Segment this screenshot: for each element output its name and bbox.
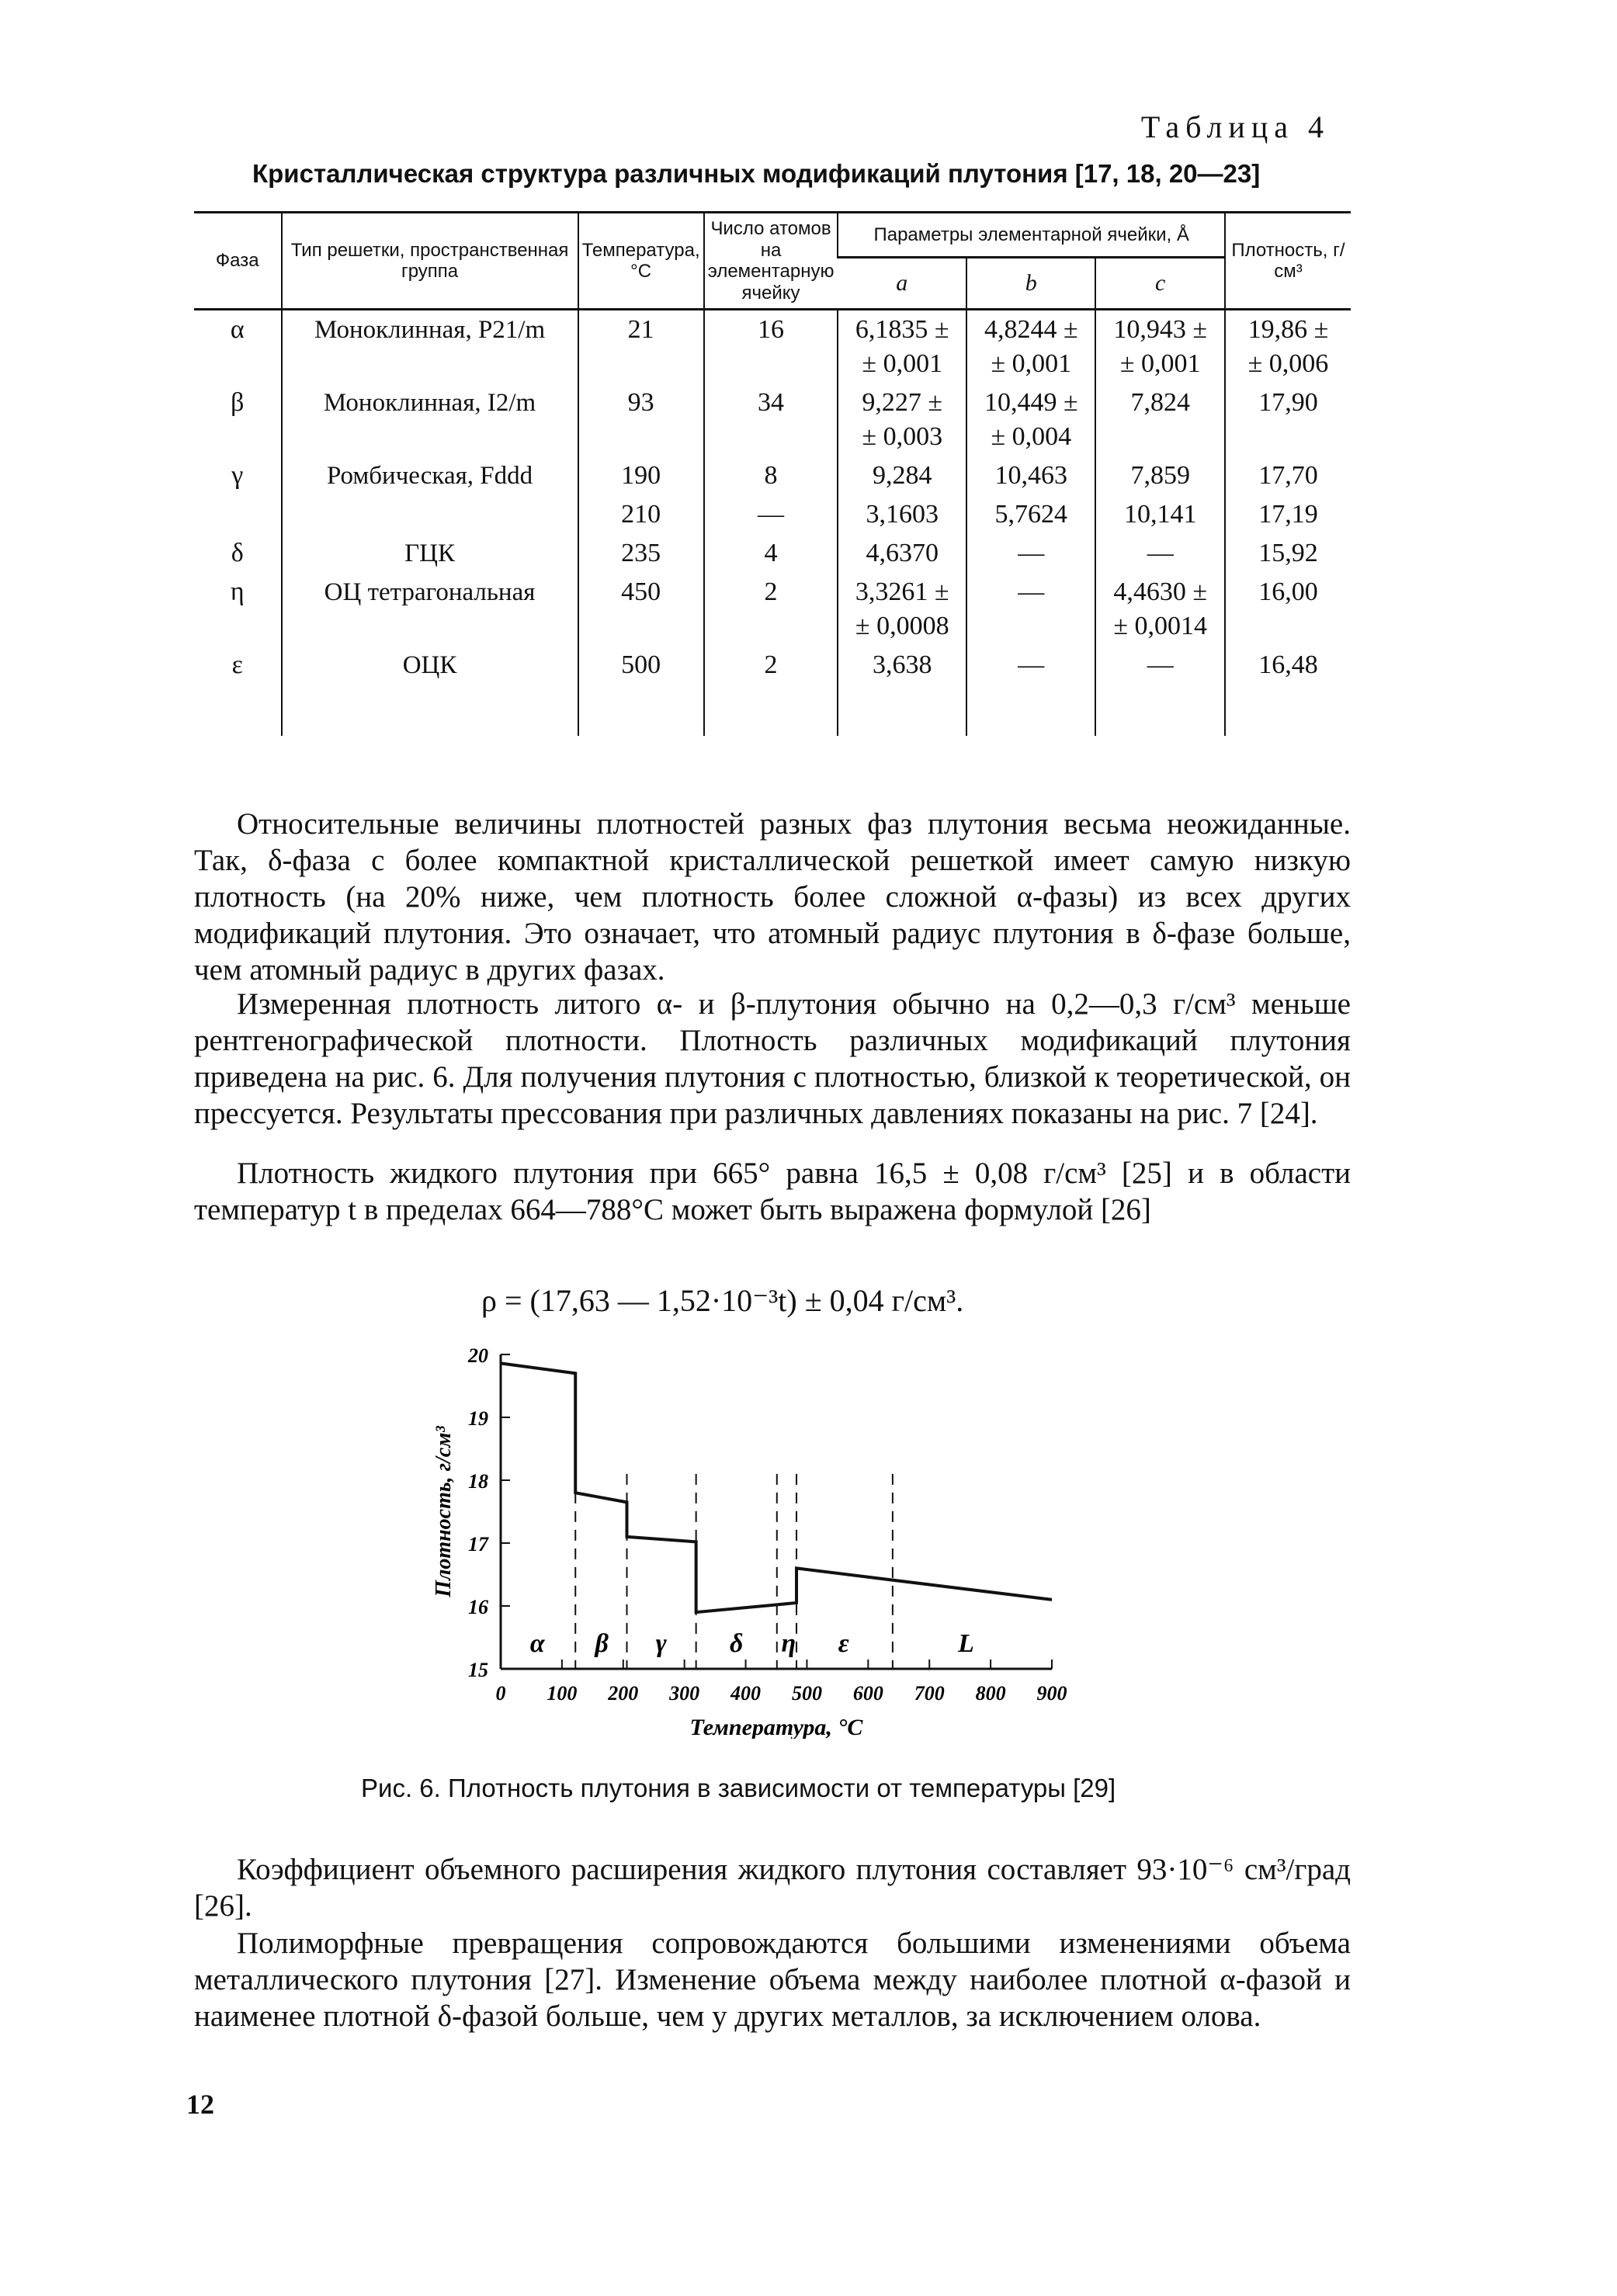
cell-lattice — [282, 573, 578, 646]
phase-label: β — [595, 1629, 609, 1658]
cell-b-value: — — [1018, 539, 1045, 568]
cell-b-value: 10,463 — [994, 461, 1068, 491]
cell-b-tolerance: ± 0,004 — [991, 422, 1072, 452]
table-row — [194, 383, 1351, 456]
cell-lattice — [282, 495, 578, 534]
cell-phase-value: α — [230, 315, 245, 345]
cell-c — [1095, 646, 1224, 685]
cell-a — [838, 534, 966, 573]
cell-density — [1225, 534, 1351, 573]
cell-phase — [194, 646, 282, 685]
table-row — [194, 456, 1351, 495]
table-row — [194, 310, 1351, 384]
x-tick-label: 100 — [547, 1682, 578, 1705]
cell-atoms-value: 2 — [764, 650, 778, 680]
cell-c — [1095, 456, 1224, 495]
x-tick-label: 500 — [791, 1682, 822, 1705]
phase-label: α — [529, 1629, 545, 1658]
cell-temp-value: 450 — [621, 577, 661, 607]
paragraph-3: Плотность жидкого плутония при 665° равна 16,5 ± 0,08 г/см³ [25] и в области температур t в пределах 664—788°С может быть выражена формулой [26] — [194, 1157, 1351, 1226]
header-a: a — [838, 257, 966, 309]
header-phase: Фаза — [194, 213, 282, 310]
cell-a-value: 4,6370 — [866, 539, 939, 568]
cell-a — [838, 495, 966, 534]
cell-c — [1095, 573, 1224, 646]
cell-phase-value: γ — [231, 461, 244, 491]
cell-c-tolerance: ± 0,0014 — [1113, 612, 1208, 641]
cell-a — [838, 456, 966, 495]
cell-b-value: 5,7624 — [994, 500, 1068, 529]
table-row — [194, 646, 1351, 685]
cell-lattice — [282, 534, 578, 573]
cell-atoms-value: 8 — [764, 461, 778, 491]
cell-atoms — [704, 310, 838, 384]
cell-c — [1095, 534, 1224, 573]
cell-atoms — [704, 534, 838, 573]
cell-b-value: 10,449 ± — [984, 388, 1078, 418]
cell-atoms-value: 4 — [764, 539, 778, 568]
table-row — [194, 495, 1351, 534]
cell-b-value: — — [1018, 650, 1045, 680]
y-tick-label: 17 — [468, 1533, 488, 1556]
cell-temp-value: 210 — [621, 500, 661, 529]
cell-density — [1225, 646, 1351, 685]
cell-a-value: 9,227 ± — [862, 388, 943, 418]
cell-phase — [194, 534, 282, 573]
cell-b — [966, 495, 1095, 534]
cell-density-value: 16,48 — [1258, 650, 1318, 680]
y-tick-label: 15 — [468, 1659, 488, 1681]
cell-b-tolerance: ± 0,001 — [991, 349, 1072, 379]
cell-atoms — [704, 383, 838, 456]
y-tick-label: 19 — [468, 1407, 488, 1430]
cell-density — [1225, 456, 1351, 495]
cell-atoms — [704, 573, 838, 646]
cell-temp — [578, 573, 704, 646]
cell-a-value: 9,284 — [873, 461, 932, 491]
cell-temp-value: 500 — [621, 650, 661, 680]
phase-label: δ — [730, 1629, 744, 1658]
cell-a-value: 3,1603 — [866, 500, 939, 529]
paragraph-2: Измеренная плотность литого α- и β-плутония обычно на 0,2—0,3 г/см³ меньше рентгенографической плотности. Плотность различных модификаций плутония приведена на рис. 6. Для получения плутония с плотностью, близкой к теоретической, он прессуется. Результаты прессования при различных давлениях показаны на рис. 7 [24]. — [194, 987, 1351, 1130]
cell-phase-value: η — [230, 577, 245, 607]
cell-b — [966, 383, 1095, 456]
cell-phase — [194, 573, 282, 646]
paragraph-1: Относительные величины плотностей разных фаз плутония весьма неожиданные. Так, δ-фаза с более компактной кристаллической решеткой имеет самую низкую плотность (на 20% ниже, чем плотность более сложной α-фазы) из всех других модификаций плутония. Это означает, что атомный радиус плутония в δ-фазе больше, чем атомный радиус в других фазах. — [194, 807, 1351, 987]
cell-atoms — [704, 495, 838, 534]
x-tick-label: 900 — [1036, 1682, 1067, 1705]
cell-empty — [704, 685, 838, 736]
density-formula: ρ = (17,63 — 1,52·10⁻³t) ± 0,04 г/см³. — [481, 1283, 964, 1318]
cell-a — [838, 646, 966, 685]
cell-phase-value: δ — [231, 539, 244, 568]
cell-c-value: 7,824 — [1130, 388, 1190, 418]
cell-phase — [194, 310, 282, 384]
cell-empty — [1225, 685, 1351, 736]
cell-lattice-value: ОЦК — [402, 651, 457, 680]
cell-a — [838, 573, 966, 646]
cell-a-tolerance: ± 0,0008 — [855, 612, 949, 641]
table-number: Таблица 4 — [1140, 109, 1330, 144]
cell-density — [1225, 310, 1351, 384]
cell-empty — [1095, 685, 1224, 736]
cell-density-value: 17,90 — [1258, 388, 1318, 418]
cell-phase-value: β — [231, 388, 245, 418]
cell-a-tolerance: ± 0,003 — [862, 422, 943, 452]
cell-lattice — [282, 456, 578, 495]
cell-lattice — [282, 383, 578, 456]
header-c: c — [1095, 257, 1224, 309]
table-row — [194, 573, 1351, 646]
cell-empty — [194, 685, 282, 736]
cell-c-value: — — [1147, 650, 1174, 680]
header-lattice: Тип решетки, пространственная группа — [282, 213, 578, 310]
cell-temp — [578, 534, 704, 573]
cell-lattice-value: Моноклинная, I2/m — [323, 389, 536, 418]
cell-empty — [966, 685, 1095, 736]
table-row — [194, 534, 1351, 573]
cell-c-value: 10,141 — [1123, 500, 1197, 529]
cell-atoms-value: 2 — [764, 577, 778, 607]
table-body — [194, 310, 1351, 737]
x-tick-label: 400 — [730, 1682, 762, 1705]
x-tick-label: 600 — [852, 1682, 883, 1705]
cell-empty — [578, 685, 704, 736]
cell-temp-value: 235 — [621, 539, 661, 568]
cell-lattice-value: ОЦ тетрагональная — [324, 578, 536, 607]
cell-phase — [194, 383, 282, 456]
cell-lattice — [282, 310, 578, 384]
x-tick-label: 800 — [975, 1682, 1006, 1705]
cell-b — [966, 310, 1095, 384]
phase-label: ε — [838, 1629, 849, 1658]
cell-lattice-value: Ромбическая, Fddd — [326, 462, 533, 491]
paragraph-4: Коэффициент объемного расширения жидкого плутония составляет 93·10⁻⁶ см³/град [26]. — [194, 1853, 1351, 1923]
cell-temp-value: 190 — [621, 461, 661, 491]
cell-temp — [578, 456, 704, 495]
crystal-structure-table — [194, 211, 1351, 736]
cell-temp — [578, 495, 704, 534]
figure-caption: Рис. 6. Плотность плутония в зависимости от температуры [29] — [361, 1774, 1116, 1802]
cell-c-value: 10,943 ± — [1113, 315, 1208, 345]
header-density: Плотность, г/см³ — [1225, 213, 1351, 310]
cell-b-value: 4,8244 ± — [984, 315, 1078, 345]
cell-density-value: 16,00 — [1258, 577, 1318, 607]
cell-a-value: 3,638 — [873, 650, 932, 680]
cell-a-value: 3,3261 ± — [855, 577, 949, 607]
table-spacer-row — [194, 685, 1351, 736]
x-tick-label: 0 — [495, 1682, 506, 1705]
cell-a — [838, 310, 966, 384]
cell-temp-value: 21 — [627, 315, 654, 345]
cell-temp — [578, 310, 704, 384]
cell-b — [966, 573, 1095, 646]
cell-density — [1225, 495, 1351, 534]
cell-c-value: 4,4630 ± — [1113, 577, 1208, 607]
cell-empty — [838, 685, 966, 736]
cell-a-value: 6,1835 ± — [855, 315, 949, 345]
cell-phase — [194, 456, 282, 495]
cell-c-tolerance: ± 0,001 — [1119, 349, 1201, 379]
phase-label: γ — [655, 1629, 667, 1658]
cell-lattice-value: ГЦК — [404, 539, 456, 568]
cell-c-value: — — [1147, 539, 1174, 568]
cell-atoms-value: 34 — [758, 388, 785, 418]
cell-temp — [578, 646, 704, 685]
page-number: 12 — [186, 2089, 214, 2120]
cell-lattice-value: Моноклинная, P21/m — [314, 316, 546, 345]
header-temperature: Температура, °С — [578, 213, 704, 310]
header-atoms: Число атомов на элементарную ячейку — [704, 213, 838, 310]
cell-empty — [282, 685, 578, 736]
phase-label: η — [781, 1629, 796, 1658]
cell-density — [1225, 573, 1351, 646]
cell-density — [1225, 383, 1351, 456]
x-tick-label: 300 — [669, 1682, 700, 1705]
paragraph-5: Полиморфные превращения сопровождаются большими изменениями объема металлического плутония [27]. Изменение объема между наиболее плотной α-фазой и наименее плотной δ-фазой больше, чем у других металлов, за исключением олова. — [194, 1927, 1351, 2033]
x-tick-label: 200 — [608, 1682, 639, 1705]
cell-b-value: — — [1018, 577, 1045, 607]
y-tick-label: 20 — [468, 1344, 488, 1367]
x-tick-label: 700 — [914, 1682, 945, 1705]
cell-b — [966, 646, 1095, 685]
table-title: Кристаллическая структура различных модификаций плутония [17, 18, 20—23] — [252, 159, 1261, 188]
cell-temp-value: 93 — [627, 388, 654, 418]
cell-density-tolerance: ± 0,006 — [1247, 349, 1329, 379]
cell-b — [966, 456, 1095, 495]
cell-c — [1095, 383, 1224, 456]
cell-atoms-value: 16 — [758, 315, 785, 345]
cell-density-value: 17,19 — [1258, 500, 1318, 529]
cell-b — [966, 534, 1095, 573]
x-axis-title: Температура, °С — [689, 1715, 863, 1739]
cell-a — [838, 383, 966, 456]
header-b: b — [966, 257, 1095, 309]
y-axis-title: Плотность, г/см³ — [432, 1426, 456, 1597]
cell-lattice — [282, 646, 578, 685]
cell-density-value: 15,92 — [1258, 539, 1318, 568]
cell-c — [1095, 495, 1224, 534]
cell-phase-value: ε — [231, 650, 243, 680]
cell-a-tolerance: ± 0,001 — [862, 349, 943, 379]
cell-density-value: 17,70 — [1258, 461, 1318, 491]
cell-atoms-value: — — [758, 500, 785, 529]
phase-label: L — [958, 1629, 974, 1658]
cell-atoms — [704, 456, 838, 495]
header-params: Параметры элементарной ячейки, Å — [838, 213, 1224, 258]
cell-phase — [194, 495, 282, 534]
cell-atoms — [704, 646, 838, 685]
cell-density-value: 19,86 ± — [1247, 315, 1329, 345]
cell-c — [1095, 310, 1224, 384]
y-tick-label: 16 — [468, 1596, 488, 1618]
density-chart — [419, 1335, 1102, 1739]
cell-temp — [578, 383, 704, 456]
y-tick-label: 18 — [468, 1470, 488, 1493]
cell-c-value: 7,859 — [1130, 461, 1190, 491]
